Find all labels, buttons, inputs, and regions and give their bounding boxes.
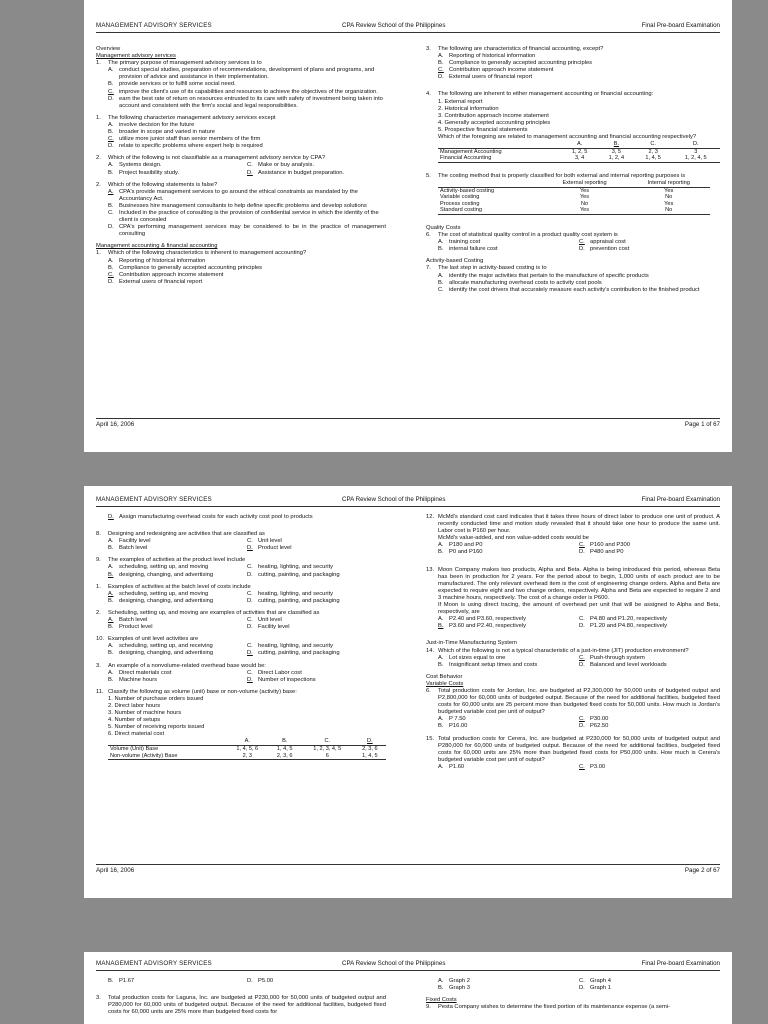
question-followup: Which of the foregoing are related to management accounting and financial accounting respectively?	[438, 134, 697, 141]
option: B. Businesses hire management consultants to help define specific problems and develop solutions	[108, 202, 367, 209]
option-row: B. designing, changing, and advertising D. cutting, painting, and packaging	[108, 571, 340, 578]
option: B. broader in scope and varied in nature	[108, 129, 216, 136]
footer-date: April 16, 2006	[96, 867, 135, 874]
header-left: MANAGEMENT ADVISORY SERVICES	[96, 496, 212, 503]
table-row: Variable costing Yes No	[440, 194, 673, 201]
option-row: B. internal failure cost D. prevention cost	[438, 246, 630, 253]
header-left: MANAGEMENT ADVISORY SERVICES	[96, 22, 212, 29]
footer-page: Page 1 of 67	[684, 421, 720, 428]
option-row: A. P 7.50 C. P30.00	[438, 716, 609, 723]
option-row: B. Machine hours D. Number of inspections	[108, 676, 316, 683]
page1-right-column	[426, 46, 720, 294]
option-row: A. Facility level C. Unit level	[108, 538, 282, 545]
option: D. earn the best rate of return on resources entrusted to its care with safety of investment being taken into account and consistent with the firm's social and legal responsibilities.	[108, 95, 383, 109]
header-left: MANAGEMENT ADVISORY SERVICES	[96, 960, 212, 967]
table-row: Management Accounting 1, 2, 5 3, 5 2, 3 3	[438, 148, 720, 155]
question: 8. Designing and redesigning are activities that are classified as	[96, 531, 265, 538]
list-item: 6. Direct material cost	[108, 731, 165, 738]
option-row: A. Batch level C. Unit level	[108, 617, 282, 624]
option-row: B. Insignificant setup times and costs D. Balanced and level workloads	[438, 661, 667, 668]
page-header	[96, 960, 720, 971]
option: D. Assign manufacturing overhead costs for each activity cost pool to products	[108, 514, 313, 520]
list-item: 1. External report	[438, 98, 483, 105]
option: B. Compliance to generally accepted accounting principles	[438, 60, 593, 67]
option-row: A. Graph 2 C. Graph 4	[438, 978, 611, 984]
question: 11. Classify the following as volume (unit) base or non-volume (activity) base:	[96, 688, 297, 695]
answer-table: A. B. C. D. Volume (Unit) Base 1, 4, 5, 6 1, 4, 5 1, 2, 3, 4, 5 2, 3, 6 Non-volume (Activity) Base 2, 3 2, 3, 6 6 1, 4, 5	[108, 738, 386, 760]
page-footer	[96, 418, 720, 429]
question: 4. The following are inherent to either management accounting or financial accounting:	[426, 91, 654, 98]
question: 2. Which of the following statements is false?	[96, 181, 218, 188]
list-item: 1. Number of purchase orders issued	[108, 695, 204, 702]
answer-table: A. B. C. D. Management Accounting 1, 2, 5 3, 5 2, 3 3 Financial Accounting 3, 4 1, 2, 4 1, 4, 5 1, 2, 4, 5	[438, 141, 720, 163]
section-overview: Overview	[96, 46, 121, 52]
option: B. provide services or to fulfill some social need.	[108, 81, 236, 88]
option: A. CPA's provide management services to go around the ethical constraints as mandated by the Accountancy Act.	[108, 188, 358, 202]
question: 10. Examples of unit level activities are	[96, 636, 199, 643]
list-item: 2. Historical information	[438, 105, 499, 112]
option: B. allocate manufacturing overhead costs to activity cost pools	[438, 279, 602, 286]
section-abc: Activity-based Costing	[426, 258, 484, 265]
section-quality-costs: Quality Costs	[426, 224, 461, 231]
header-center: CPA Review School of the Philippines	[342, 22, 446, 29]
section-variable-costs: Variable Costs	[426, 680, 464, 687]
option: A. conduct special studies, preparation of recommendations, development of plans and programs, and provision of advice and assistance in their implementation.	[108, 67, 375, 81]
question: 3. The following are characteristics of financial accounting, except?	[426, 46, 604, 52]
question: 5. The costing method that is properly classified for both external and internal reporting purposes is	[426, 172, 686, 179]
page-3	[84, 952, 732, 1024]
page2-right-column	[426, 514, 720, 771]
question: 7. The last step in activity-based costing is to	[426, 265, 547, 272]
option-row: A. Systems design. C. Make or buy analysis.	[108, 162, 315, 169]
question: 6. Total production costs for Jordan, Inc. are budgeted at P2,300,000 for 50,000 units of budgeted output and P2,800,000 for 60,000 units of budgeted output. Because of the need for additional facilities, budgeted fixed costs for 60,000 units are 25 percent more than budgeted fixed costs for 50,000 units. How much is Jordan's budgeted variable cost per unit of output?	[426, 687, 720, 716]
header-center: CPA Review School of the Philippines	[342, 496, 446, 503]
option: C. Contribution approach income statement	[108, 271, 224, 278]
option-row: B. Project feasibility study. D. Assistance in budget preparation.	[108, 169, 345, 176]
footer-date: April 16, 2006	[96, 421, 135, 428]
list-item: 4. Generally accepted accounting principles	[438, 119, 551, 126]
option-row: A. P180 and P0 C. P160 and P300	[438, 542, 630, 549]
option: D. External users of financial report	[108, 278, 203, 285]
question: 3. An example of a nonvolume-related overhead base would be:	[96, 662, 266, 669]
option-row: B. Product level D. Facility level	[108, 624, 290, 631]
question: 12. McMd's standard cost card indicates that it takes three hours of direct labor to produce one unit of product. A recently conducted time and motion study revealed that it should take one hour to produce the same unit. Labor cost is P160 per hour.	[426, 514, 720, 535]
option-row: B. Graph 3 D. Graph 1	[438, 985, 611, 992]
question: 1. Examples of activities at the batch level of costs include	[96, 583, 251, 590]
option-row: B. P16.00 D. P62.50	[438, 723, 609, 730]
list-item: 2. Direct labor hours	[108, 702, 161, 709]
option: A. Reporting of historical information	[108, 257, 206, 264]
option: B. Compliance to generally accepted accounting principles	[108, 264, 263, 271]
option-row: A. scheduling, setting up, and moving C. heating, lighting, and security	[108, 590, 334, 597]
question: 14. Which of the following is not a typical characteristic of a just-in-time (JIT) production environment?	[426, 647, 689, 654]
option-row: A. P1.60 C. P3.00	[438, 763, 606, 770]
option-row: B. P0 and P160 D. P480 and P0	[438, 549, 624, 556]
option: D. relate to specific problems where expert help is required	[108, 143, 263, 150]
option-row: A. scheduling, setting up, and receiving C. heating, lighting, and security	[108, 643, 334, 650]
page-header	[96, 22, 720, 33]
option: C. Included in the practice of consulting is the provision of confidential service in which the identity of the client is concealed	[108, 209, 379, 224]
table-row: Non-volume (Activity) Base 2, 3 2, 3, 6 6 1, 4, 5	[108, 753, 386, 760]
table-row: Activity-based costing Yes Yes	[438, 187, 710, 194]
header-right: Final Pre-board Examination	[641, 496, 720, 503]
header-center: CPA Review School of the Philippines	[342, 960, 446, 967]
question-followup: If Moon is using direct tracing, the amount of overhead per unit that will be assigned to Alpha and Beta, respectively, are	[438, 602, 720, 616]
header-right: Final Pre-board Examination	[641, 960, 720, 967]
list-item: 3. Number of machine hours	[108, 710, 182, 717]
question: 13. Moon Company makes two products, Alpha and Beta. Alpha is being introduced this period, whereas Beta has been in production for 2 years. For the period about to begin, 1,000 units of each product are to be manufactured. The only relevant overhead item is the cost of engineering change orders. Alpha and Beta are expected to require eight and two change orders, respectively. Alpha and Beta are expected to require 2 and 3 machine hours, respectively. The cost of a change order is P600.	[426, 566, 720, 601]
table-row: Standard costing Yes No	[438, 207, 710, 214]
option-row: B. Batch level D. Product level	[108, 545, 292, 552]
page-footer	[96, 864, 720, 875]
page1-left-column	[96, 46, 386, 286]
option: A. identify the major activities that pertain to the manufacture of specific products	[438, 272, 649, 279]
page-1	[84, 0, 732, 452]
option-row: B. designing, changing, and advertising D. cutting, painting, and packaging	[108, 597, 340, 604]
numbered-list	[438, 99, 720, 142]
option: A. Reporting of historical information	[438, 53, 536, 60]
option-row: A. Lot sizes equal to one C. Push-through system	[438, 654, 645, 661]
option: C. identify the cost drivers that accurately measure each activity's contribution to the finished product	[438, 286, 700, 293]
option-row: A. P2.40 and P3.60, respectively C. P4.80 and P1.20, respectively	[438, 616, 668, 623]
question: 15. Total production costs for Cerera, Inc. are budgeted at P230,000 for 50,000 units of budgeted output and P280,000 for 60,000 units of budgeted output. Because of the need for additional facilities, budgeted fixed costs for 60,000 units are 25% more than budgeted fixed costs for P50,000 units. How much is Cerera's budgeted variable cost per unit of output?	[426, 735, 720, 763]
option: C. Contribution approach income statement	[438, 67, 554, 74]
section-jit: Just-in-Time Manufacturing System	[426, 640, 517, 647]
numbered-list	[108, 696, 386, 739]
section-cost-behavior: Cost Behavior	[426, 673, 463, 680]
option-row: B. P1.67 D. P5.00	[108, 978, 274, 984]
footer-page: Page 2 of 67	[684, 867, 720, 874]
question: 2. Scheduling, setting up, and moving are examples of activities that are classified as	[96, 609, 320, 616]
question: 6. The cost of statistical quality control in a product quality cost system is	[426, 232, 618, 239]
option: C. utilize more junior staff than senior members of the firm	[108, 136, 261, 143]
table-row: Process costing No Yes	[440, 200, 674, 207]
option-row: A. training cost C. appraisal cost	[438, 239, 626, 246]
table-row: Volume (Unit) Base 1, 4, 5, 6 1, 4, 5 1, 2, 3, 4, 5 2, 3, 6	[108, 746, 386, 753]
list-item: 4. Number of setups	[108, 717, 161, 724]
option-row: A. Direct materials cost C. Direct Labor cost	[108, 669, 302, 676]
costing-table: External reporting Internal reporting Activity-based costing Yes Yes Variable costing Yes No Process costing No Yes Standard costing Yes No	[438, 180, 710, 215]
page-header	[96, 496, 720, 507]
list-item: 5. Prospective financial statements	[438, 126, 528, 133]
page3-right-column	[426, 978, 720, 1011]
question: 9. Pesta Company wishes to determine the fixed portion of its maintenance expense (a semi-	[426, 1004, 670, 1011]
option: D. External users of financial report	[438, 74, 533, 81]
section-ma-fa: Management accounting & financial accounting	[96, 243, 218, 250]
list-item: 3. Contribution approach income statement	[438, 112, 549, 119]
question-followup: McMd's value-added, and non value-added costs would be	[438, 535, 589, 542]
question: 1. The primary purpose of management advisory services is to	[96, 60, 262, 67]
section-mas: Management advisory services	[96, 53, 176, 60]
option: D. CPA's performing management services may be considered to be in the practice of management consulting	[108, 224, 386, 238]
header-right: Final Pre-board Examination	[641, 22, 720, 29]
option: C. improve the client's use of its capabilities and resources to achieve the objectives of the organization.	[108, 88, 378, 95]
question: 1. The following characterize management advisory services except	[96, 114, 276, 121]
option-row: B. P3.60 and P2.40, respectively D. P1.20 and P4.80, respectively	[438, 623, 668, 630]
option-row: A. scheduling, setting up, and moving C. heating, lighting, and security	[108, 564, 334, 571]
table-row: Financial Accounting 3, 4 1, 2, 4 1, 4, 5 1, 2, 4, 5	[438, 155, 720, 162]
question: 1. Which of the following characteristics is inherent to management accounting?	[96, 250, 307, 257]
question: 3. Total production costs for Laguna, Inc. are budgeted at P230,000 for 50,000 units of budgeted output and P280,000 for 60,000 units of budgeted output. Because of the need for additional facilities, budgeted fixed costs for 60,000 units are 25% more than budgeted fixed costs for	[96, 995, 386, 1016]
option-row: B. designing, changing, and advertising D. cutting, painting, and packaging	[108, 650, 340, 657]
question: 9. The examples of activities at the product level include	[96, 557, 246, 564]
page-2	[84, 486, 732, 898]
section-fixed-costs: Fixed Costs	[426, 997, 457, 1004]
question: 2. Which of the following is not classifiable as a management advisory service by CPA?	[96, 155, 326, 162]
list-item: 5. Number of receiving reports issued	[108, 724, 205, 731]
page3-left-column	[96, 978, 386, 1016]
option: A. involve decision for the future	[108, 121, 195, 128]
page2-left-column	[96, 514, 386, 760]
